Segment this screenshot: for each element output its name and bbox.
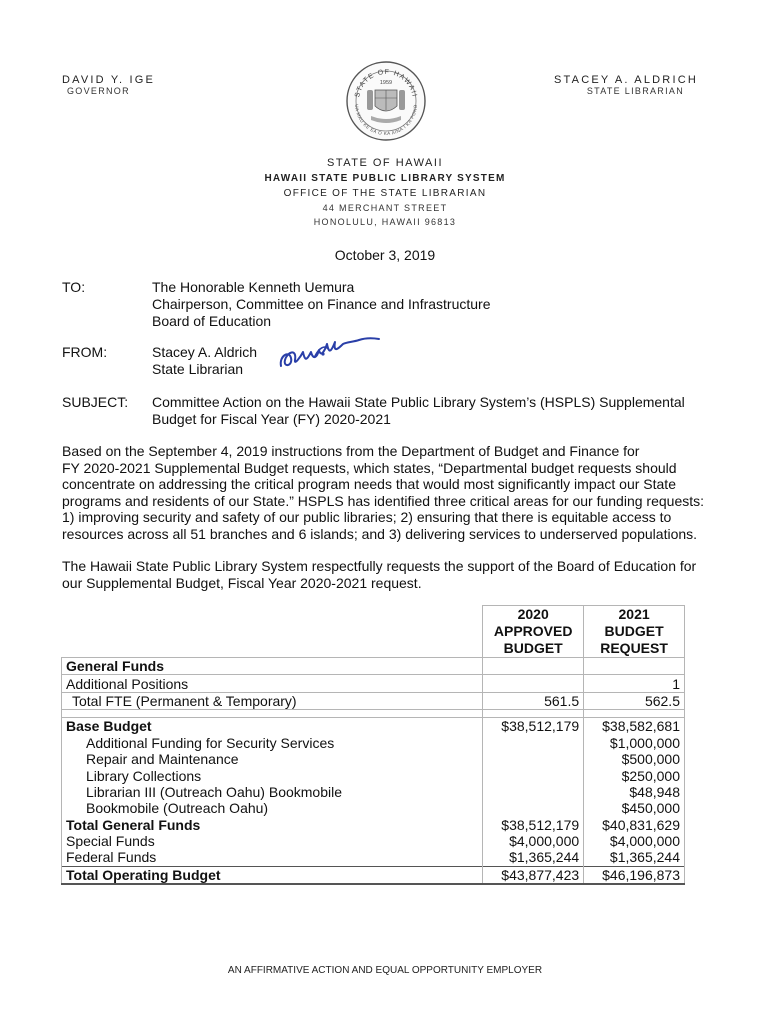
- row-value-2021: $450,000: [584, 800, 685, 816]
- footer-eeo: AN AFFIRMATIVE ACTION AND EQUAL OPPORTUNITY EMPLOYER: [227, 965, 543, 976]
- body-paragraph-1: [62, 443, 712, 542]
- row-value-2021: $1,365,244: [584, 849, 685, 866]
- body-paragraph-2: [62, 558, 712, 591]
- from-line: Stacey A. Aldrich: [152, 344, 258, 360]
- table-row: [62, 849, 685, 866]
- budget-table: [61, 605, 685, 885]
- row-label: Federal Funds: [62, 849, 483, 866]
- from-block: [152, 344, 257, 378]
- row-label: General Funds: [62, 658, 483, 675]
- row-value-2020: $43,877,423: [483, 866, 584, 884]
- row-value-2021: 562.5: [584, 692, 685, 709]
- table-row: [62, 866, 685, 884]
- table-spacer-row: [62, 710, 685, 718]
- row-label: Total FTE (Permanent & Temporary): [62, 692, 483, 709]
- seal-year: 1959: [379, 80, 393, 86]
- table-row: [62, 833, 685, 849]
- to-label: TO:: [62, 279, 86, 295]
- paragraph-line: concentrate on addressing the critical program needs that would most significantly impact our State: [62, 476, 676, 492]
- row-value-2021: $48,948: [584, 784, 685, 800]
- table-row: [62, 658, 685, 675]
- office-system: HAWAII STATE PUBLIC LIBRARY SYSTEM: [264, 173, 506, 184]
- row-value-2020: $38,512,179: [483, 718, 584, 735]
- table-row: [62, 784, 685, 800]
- subject-line: Committee Action on the Hawaii State Public Library System’s (HSPLS) Supplemental: [152, 394, 685, 410]
- office-street: 44 MERCHANT STREET: [322, 203, 448, 213]
- from-label: FROM:: [62, 344, 108, 360]
- from-line: State Librarian: [152, 361, 244, 377]
- col-header-line: BUDGET: [503, 640, 563, 656]
- seal-top-text: STATE OF HAWAII: [354, 68, 418, 99]
- row-value-2021: $500,000: [584, 751, 685, 767]
- seal-motto: UA MAU KE EA O KA AINA I KA PONO: [353, 104, 419, 137]
- row-value-2021: $38,582,681: [584, 718, 685, 735]
- col-header-line: 2020: [517, 606, 549, 622]
- row-label: Repair and Maintenance: [62, 751, 483, 767]
- row-value-2020: [483, 675, 584, 692]
- col-header-line: REQUEST: [600, 640, 668, 656]
- table-row: [62, 692, 685, 709]
- table-header-blank: [62, 606, 483, 658]
- subject-block: [152, 394, 685, 428]
- table-row: [62, 817, 685, 833]
- signature-icon: [275, 330, 385, 372]
- to-block: [152, 279, 491, 330]
- row-value-2021: 1: [584, 675, 685, 692]
- col-header-line: APPROVED: [493, 623, 573, 639]
- row-value-2020: $4,000,000: [483, 833, 584, 849]
- row-label: Total General Funds: [62, 817, 483, 833]
- paragraph-line: Based on the September 4, 2019 instructions from the Department of Budget and Finance for: [62, 443, 640, 459]
- subject-label: SUBJECT:: [62, 394, 129, 410]
- row-label: Special Funds: [62, 833, 483, 849]
- office-state: STATE OF HAWAII: [327, 157, 443, 169]
- governor-name: DAVID Y. IGE: [62, 74, 156, 86]
- librarian-name: STACEY A. ALDRICH: [554, 74, 698, 86]
- row-value-2020: [483, 658, 584, 675]
- paragraph-line: The Hawaii State Public Library System respectfully requests the support of the Board of Education for: [62, 558, 697, 574]
- paragraph-line: 1) improving security and safety of our public libraries; 2) ensuring that there is equitable access to: [62, 509, 672, 525]
- row-value-2021: $46,196,873: [584, 866, 685, 884]
- table-row: [62, 735, 685, 751]
- librarian-title: STATE LIBRARIAN: [586, 86, 684, 96]
- row-value-2021: $4,000,000: [584, 833, 685, 849]
- memo-date: October 3, 2019: [334, 247, 436, 263]
- row-label: Librarian III (Outreach Oahu) Bookmobile: [62, 784, 483, 800]
- col-2020-header: [483, 606, 584, 658]
- row-value-2020: $1,365,244: [483, 849, 584, 866]
- table-row: [62, 751, 685, 767]
- row-value-2021: $1,000,000: [584, 735, 685, 751]
- row-label: Bookmobile (Outreach Oahu): [62, 800, 483, 816]
- state-seal-icon: [345, 60, 427, 142]
- row-value-2020: [483, 767, 584, 783]
- office-librarian: OFFICE OF THE STATE LIBRARIAN: [283, 188, 487, 199]
- row-label: Total Operating Budget: [62, 866, 483, 884]
- col-2021-header: [584, 606, 685, 658]
- table-row: [62, 675, 685, 692]
- col-header-line: 2021: [618, 606, 650, 622]
- row-value-2020: 561.5: [483, 692, 584, 709]
- row-value-2020: $38,512,179: [483, 817, 584, 833]
- table-row: [62, 800, 685, 816]
- row-label: Library Collections: [62, 767, 483, 783]
- office-city: HONOLULU, HAWAII 96813: [313, 217, 457, 227]
- row-value-2020: [483, 751, 584, 767]
- paragraph-line: programs and residents of our State.” HSPLS has identified three critical areas for our funding requests:: [62, 492, 705, 509]
- to-line: The Honorable Kenneth Uemura: [152, 279, 355, 295]
- to-line: Chairperson, Committee on Finance and Infrastructure: [152, 296, 491, 312]
- paragraph-line: our Supplemental Budget, Fiscal Year 2020-2021 request.: [62, 574, 422, 591]
- row-label: Base Budget: [62, 718, 483, 735]
- row-value-2020: [483, 784, 584, 800]
- row-label: Additional Positions: [62, 675, 483, 692]
- subject-line: Budget for Fiscal Year (FY) 2020-2021: [152, 411, 391, 427]
- governor-title: GOVERNOR: [67, 86, 130, 96]
- row-value-2020: [483, 735, 584, 751]
- paragraph-line: FY 2020-2021 Supplemental Budget requests, which states, “Departmental budget requests should: [62, 459, 677, 476]
- row-value-2021: [584, 658, 685, 675]
- paragraph-line: resources across all 51 branches and 6 islands; and 3) delivering services to underserved populations.: [62, 525, 698, 542]
- row-value-2020: [483, 800, 584, 816]
- to-line: Board of Education: [152, 313, 272, 329]
- table-header-row: [62, 606, 685, 658]
- table-row: [62, 767, 685, 783]
- row-value-2021: $40,831,629: [584, 817, 685, 833]
- row-label: Additional Funding for Security Services: [62, 735, 483, 751]
- col-header-line: BUDGET: [604, 623, 664, 639]
- row-value-2021: $250,000: [584, 767, 685, 783]
- table-row: [62, 718, 685, 735]
